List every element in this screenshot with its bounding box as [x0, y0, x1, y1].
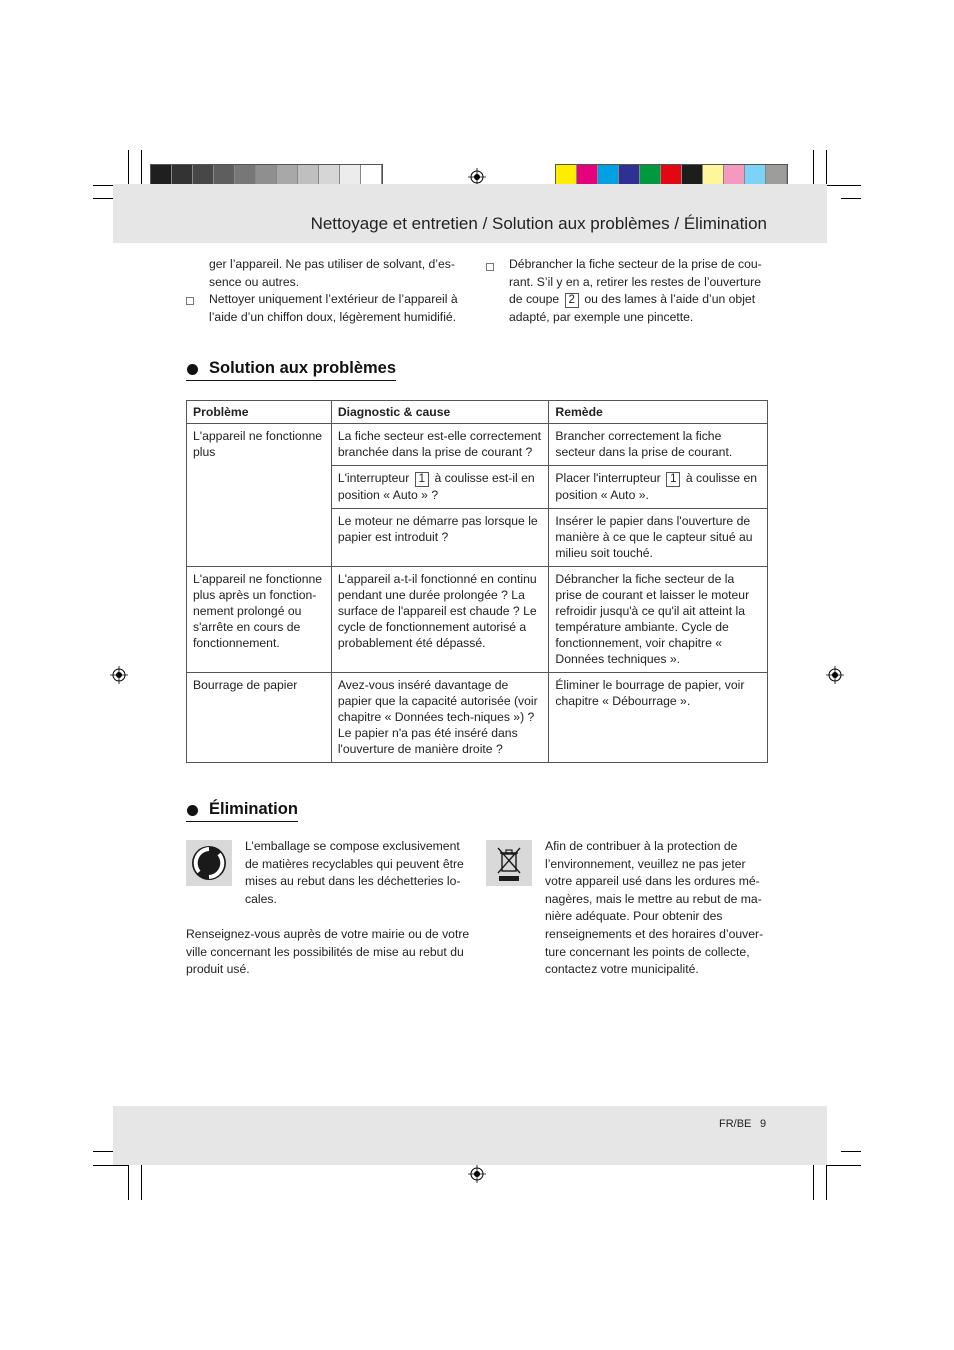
crop-mark [826, 1165, 861, 1166]
header-band [113, 184, 827, 243]
registration-mark-icon [826, 666, 844, 684]
text-line: contactez votre municipalité. [545, 962, 699, 977]
table-cell: Insérer le papier dans l'ouverture de manière à ce que le capteur situé au milieu soit touché. [549, 509, 768, 567]
text-line: ger l’appareil. Ne pas utiliser de solvant, d’es- [209, 257, 455, 271]
text-line: produit usé. [186, 962, 250, 977]
reference-number: 1 [666, 472, 680, 487]
footer-band [113, 1106, 827, 1165]
page-number: 9 [760, 1118, 767, 1130]
crop-mark [826, 150, 827, 185]
bullet-dot-icon [187, 364, 198, 375]
text-span: ou des lames à l’aide d’un objet [584, 292, 756, 307]
text-line: Nettoyer uniquement l’extérieur de l’appareil à [209, 292, 458, 307]
text-line: Renseignez-vous auprès de votre mairie ou de votre [186, 927, 470, 941]
registration-mark-icon [468, 1165, 486, 1183]
text-line: votre appareil usé dans les ordures mé- [545, 874, 760, 889]
text-line: nagères, mais le mettre au rebut de ma- [545, 891, 762, 906]
text-line: nière adéquate. Pour obtenir des [545, 909, 723, 924]
table-cell: Débrancher la fiche secteur de la prise de courant et laisser le moteur refroidir jusqu'à ce qu'il ait atteint la température ambiante. Cycle de fonctionnement, voir chapitre « Données techniques ». [549, 567, 768, 673]
text-line: Afin de contribuer à la protection de [545, 839, 738, 853]
municipality-text [186, 926, 486, 979]
crop-mark [813, 1165, 814, 1200]
text-line: L’emballage se compose exclusivement [245, 839, 460, 853]
crop-mark [141, 1165, 142, 1200]
column-header: Problème [187, 401, 332, 424]
troubleshooting-table [186, 400, 768, 763]
reference-number: 1 [415, 472, 429, 487]
text-span: Placer l'interrupteur [555, 471, 661, 485]
green-dot-recycling-icon [186, 840, 232, 886]
text-line: l’aide d’un chiffon doux, légèrement humidifié. [209, 309, 457, 324]
table-cell: Brancher correctement la fiche secteur dans la prise de courant. [549, 424, 768, 466]
text-line [509, 291, 779, 309]
table-cell: L'appareil a-t-il fonctionné en continu pendant une durée prolongée ? La surface de l'appareil est chaude ? Le cycle de fonctionnement autorisé a probablement été dépassé. [331, 567, 549, 673]
crop-mark [841, 198, 861, 199]
text-span: L'interrupteur [337, 471, 410, 485]
table-cell: La fiche secteur est-elle correctement branchée dans la prise de courant ? [331, 424, 549, 466]
cleaning-text-left [209, 256, 479, 326]
crossed-out-bin-icon [486, 840, 532, 886]
cleaning-text-right [509, 256, 779, 326]
section-heading-disposal [209, 800, 298, 819]
table-cell [331, 466, 549, 509]
registration-mark-icon [110, 666, 128, 684]
table-cell: Éliminer le bourrage de papier, voir chapitre « Débourrage ». [549, 673, 768, 763]
column-header: Remède [549, 401, 768, 424]
heading-underline [186, 821, 298, 822]
text-line: ville concernant les possibilités de mise au rebut du [186, 944, 464, 959]
table-cell [549, 466, 768, 509]
text-line: Débrancher la fiche secteur de la prise de cou- [509, 257, 762, 271]
text-line: l’environnement, veuillez ne pas jeter [545, 856, 746, 871]
bullet-dot-icon [187, 805, 198, 816]
table-header-row [187, 401, 768, 424]
reference-number: 2 [565, 293, 579, 308]
crop-mark [93, 198, 113, 199]
text-line: ture concernant les points de collecte, [545, 944, 750, 959]
table-cell: L'appareil ne fonctionne plus après un fonction-nement prolongé ou s'arrête en cours de fonctionnement. [187, 567, 332, 673]
crop-mark [93, 1165, 128, 1166]
text-line: rant. S’il y en a, retirer les restes de l’ouverture [509, 274, 761, 289]
text-span: à coulisse en position « Auto ». [555, 471, 758, 502]
crop-mark [128, 150, 129, 185]
bullet-square-icon [486, 263, 494, 271]
text-span: de coupe [509, 292, 560, 307]
text-line: sence ou autres. [209, 274, 300, 289]
heading-underline [186, 380, 396, 381]
text-line: renseignements et des horaires d’ouver- [545, 926, 764, 941]
section-heading-troubleshooting [209, 359, 396, 378]
crop-mark [826, 1165, 827, 1200]
text-line: cales. [245, 891, 277, 906]
crop-mark [841, 1151, 861, 1152]
text-span: à coulisse est-il en position « Auto » ? [337, 471, 535, 502]
crop-mark [141, 150, 142, 185]
text-line: de matières recyclables qui peuvent être [245, 856, 464, 871]
crop-mark [128, 1165, 129, 1200]
crop-mark [93, 1151, 113, 1152]
heading-text: Solution aux problèmes [209, 359, 397, 377]
table-cell: Le moteur ne démarre pas lorsque le papier est introduit ? [331, 509, 549, 567]
crop-mark [826, 185, 861, 186]
table-cell: L'appareil ne fonctionne plus [187, 424, 332, 567]
table-row [187, 567, 768, 673]
text-line: adapté, par exemple une pincette. [509, 309, 694, 324]
table-row [187, 424, 768, 466]
heading-text: Élimination [209, 800, 298, 818]
bullet-square-icon [186, 297, 194, 305]
table-cell: Avez-vous inséré davantage de papier que la capacité autorisée (voir chapitre « Données tech-niques ») ? Le papier n'a pas été inséré dans l'ouverture de manière droite ? [331, 673, 549, 763]
packaging-text [245, 838, 475, 908]
language-code: FR/BE [719, 1118, 752, 1130]
crop-mark [813, 150, 814, 185]
weee-text [545, 838, 775, 979]
text-line: mises au rebut dans les déchetteries lo- [245, 874, 461, 889]
column-header: Diagnostic & cause [331, 401, 549, 424]
table-cell: Bourrage de papier [187, 673, 332, 763]
page-title: Nettoyage et entretien / Solution aux problèmes / Élimination [310, 214, 767, 233]
table-row [187, 673, 768, 763]
